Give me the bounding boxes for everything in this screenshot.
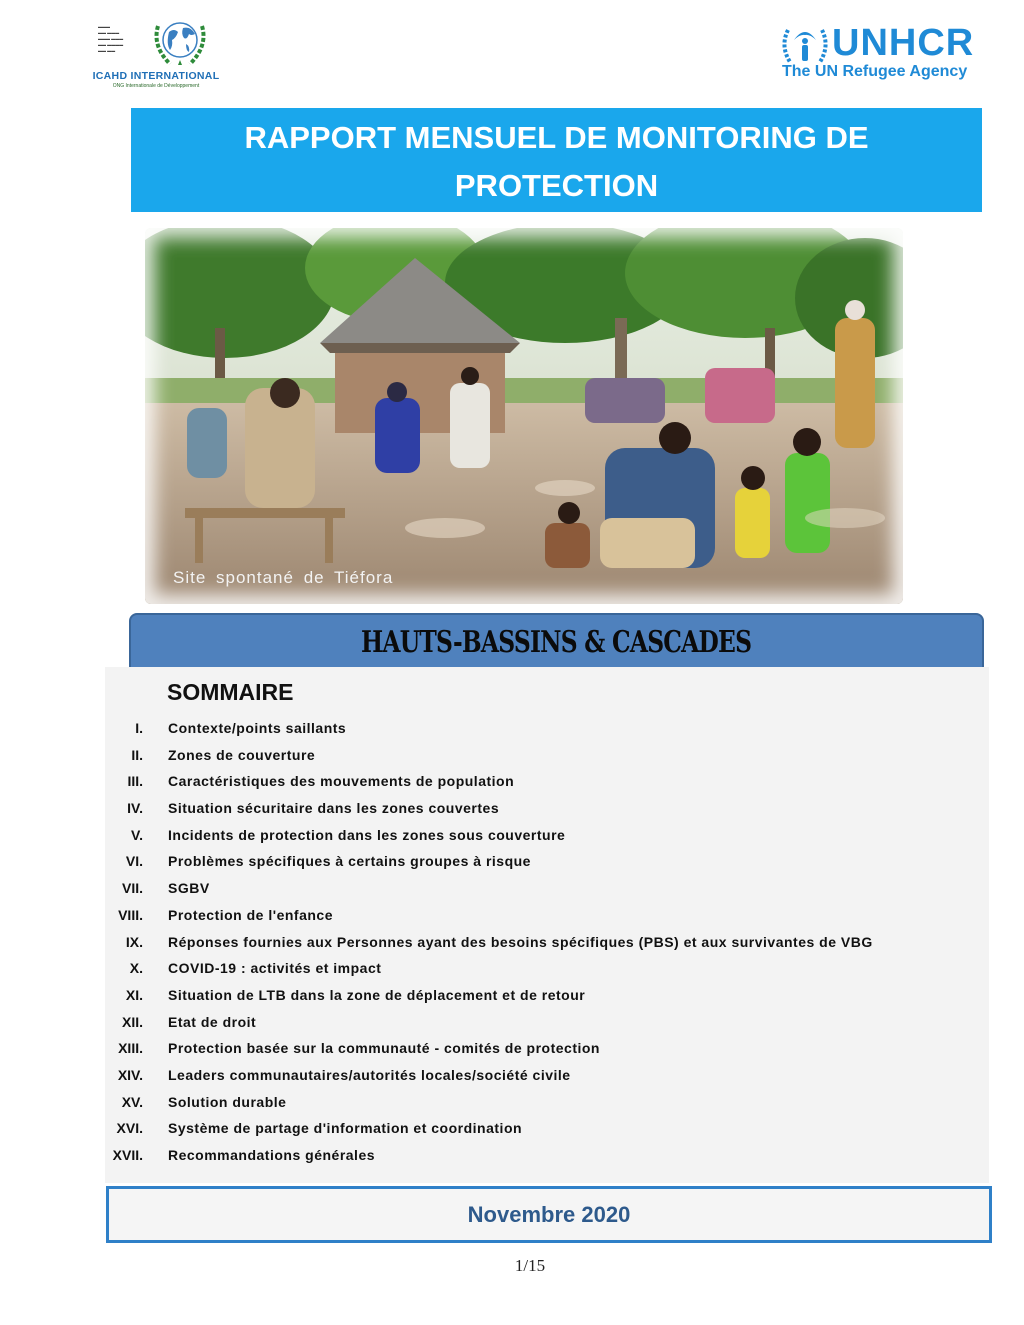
toc-item-number: XIV. — [117, 1066, 143, 1083]
report-date: Novembre 2020 — [467, 1202, 631, 1227]
toc-item-number: XI. — [125, 986, 143, 1003]
toc-item[interactable] — [105, 957, 989, 984]
icahd-logo-small-text: ▬▬▬ ▬▬ ▬▬▬ ▬▬▬ ▬▬▬ ▬▬ ▬▬▬▬ ▬▬ ▬▬ — [98, 24, 124, 53]
toc-item-number: VIII. — [118, 906, 143, 923]
cover-photo — [145, 228, 903, 604]
report-date-box — [106, 1186, 992, 1243]
toc-item[interactable] — [105, 770, 989, 797]
table-of-contents — [105, 667, 989, 1183]
unhcr-tagline: The UN Refugee Agency — [782, 63, 968, 80]
toc-item-label: Solution durable — [168, 1093, 287, 1110]
toc-item-label: Zones de couverture — [168, 746, 316, 763]
toc-item[interactable] — [105, 1144, 989, 1171]
toc-item-label: Situation de LTB dans la zone de déplacement et de retour — [168, 986, 586, 1003]
toc-item[interactable] — [105, 850, 989, 877]
toc-item-number: VII. — [121, 880, 143, 897]
toc-item[interactable] — [105, 931, 989, 958]
toc-item-number: I. — [135, 720, 143, 736]
toc-item[interactable] — [105, 904, 989, 931]
toc-item-number: XV. — [121, 1093, 143, 1110]
toc-item-label: Etat de droit — [168, 1013, 257, 1030]
toc-item-number: XII. — [121, 1013, 143, 1030]
toc-item-label: Protection de l'enfance — [168, 906, 333, 923]
toc-item[interactable] — [105, 1091, 989, 1118]
toc-item[interactable] — [105, 984, 989, 1011]
toc-item-number: V. — [131, 826, 143, 843]
toc-item-number: XVI. — [116, 1120, 143, 1137]
toc-item[interactable] — [105, 744, 989, 771]
globe-laurel-icon — [150, 16, 210, 70]
unhcr-wordmark: UNHCR — [832, 22, 975, 64]
icahd-logo — [86, 14, 226, 90]
toc-item-label: Caractéristiques des mouvements de population — [168, 773, 515, 790]
toc-item[interactable] — [105, 797, 989, 824]
toc-item-number: IV. — [127, 800, 143, 817]
toc-item-label: Leaders communautaires/autorités locales/société civile — [168, 1066, 571, 1083]
region-banner — [129, 613, 984, 669]
toc-item-label: Système de partage d'information et coordination — [168, 1120, 523, 1137]
unhcr-emblem-icon — [780, 26, 830, 66]
icahd-logo-name: ICAHD INTERNATIONAL — [92, 70, 220, 82]
toc-item-number: XIII. — [118, 1040, 143, 1057]
toc-title: SOMMAIRE — [167, 679, 294, 705]
toc-item-label: Problèmes spécifiques à certains groupes à risque — [168, 853, 531, 870]
photo-caption: Site spontané de Tiéfora — [173, 568, 394, 587]
toc-item[interactable] — [105, 1117, 989, 1144]
toc-item-label: Recommandations générales — [168, 1147, 376, 1163]
report-title-banner — [131, 108, 982, 212]
toc-list — [105, 717, 989, 1171]
report-title-line2: PROTECTION — [454, 168, 659, 203]
toc-item-number: X. — [129, 960, 143, 977]
toc-item-number: II. — [131, 746, 143, 763]
toc-item[interactable] — [105, 1011, 989, 1038]
unhcr-logo — [780, 22, 1000, 86]
page-number: 1/15 — [514, 1256, 546, 1275]
toc-item-label: Réponses fournies aux Personnes ayant des besoins spécifiques (PBS) et aux survivantes de VBG — [168, 933, 873, 950]
toc-item-label: Protection basée sur la communauté - comités de protection — [168, 1040, 600, 1057]
toc-item-label: Contexte/points saillants — [168, 720, 347, 736]
toc-item[interactable] — [105, 717, 989, 744]
toc-item[interactable] — [105, 877, 989, 904]
toc-item-number: XVII. — [112, 1147, 143, 1163]
report-title-line1: RAPPORT MENSUEL DE MONITORING DE — [244, 120, 869, 155]
toc-item[interactable] — [105, 1037, 989, 1064]
toc-item-label: SGBV — [168, 880, 210, 897]
toc-item[interactable] — [105, 824, 989, 851]
toc-item-label: Situation sécuritaire dans les zones couvertes — [168, 800, 500, 817]
toc-item-label: COVID-19 : activités et impact — [168, 960, 382, 977]
icahd-logo-tagline: ONG Internationale de Développement — [112, 83, 200, 89]
toc-item-label: Incidents de protection dans les zones sous couverture — [168, 826, 566, 843]
toc-item-number: IX. — [125, 933, 143, 950]
toc-item[interactable] — [105, 1064, 989, 1091]
toc-item-number: III. — [127, 773, 143, 790]
region-title: HAUTS-BASSINS & CASCADES — [361, 625, 752, 660]
toc-item-number: VI. — [125, 853, 143, 870]
